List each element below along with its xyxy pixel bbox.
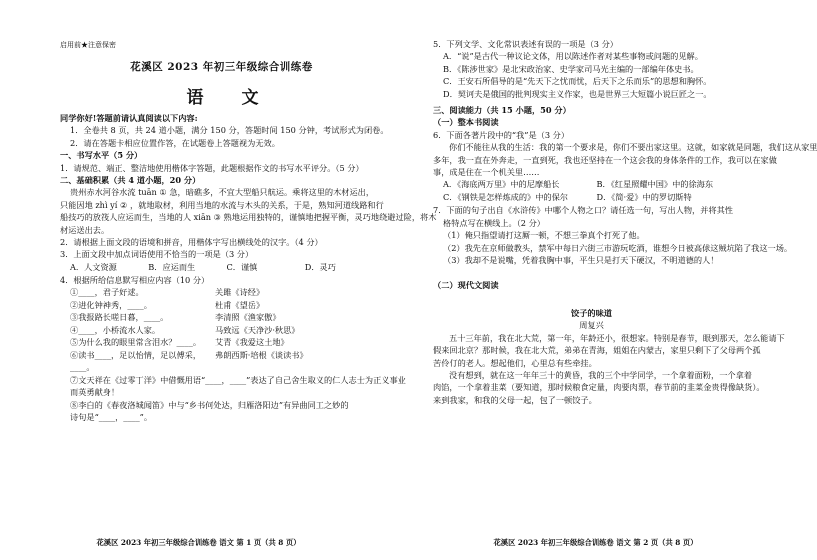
option-a: A．人文资源 [70, 261, 117, 272]
poem-source: 关雎《诗经》 [215, 287, 265, 298]
question-3: 3．上面文段中加点词语使用不恰当的一项是（3 分） [60, 249, 254, 260]
poem-8-line: ⑧李白的《春夜洛城闻笛》中与“乡书何处达，归雁洛阳边”有异曲同工之妙的 [70, 399, 349, 410]
passage-line: 材运送出去。 [60, 224, 110, 235]
quote-2: （2）我先在京师做教头，禁军中每日六街三市游玩吃酒，谁想今日被高俅这贼坑陷了我这一场。 [443, 242, 793, 253]
section-1-heading: 一、书写水平（5 分） [60, 150, 143, 161]
poem-source: 杜甫《望岳》 [215, 299, 265, 310]
poem-line: ⑥读书____，足以怡情，足以傅采，____。 [70, 349, 202, 373]
option-c: C．《钢铁是怎样炼成的》中的保尔 [443, 192, 568, 203]
essay-line: 假来回北京？那时候，我在北大荒，弟弟在青海，姐姐在内蒙古，家里只剩下了父母两个孤 [433, 345, 761, 356]
option-c: C．谨慎 [226, 261, 258, 272]
poem-item [60, 311, 383, 324]
poem-8-line: 诗句是“____，____”。 [70, 412, 153, 422]
essay-title: 饺子的味道 [571, 307, 612, 318]
option-b: B．《红星照耀中国》中的徐海东 [596, 179, 714, 190]
excerpt-line: 事，成是住在一个机关里…… [433, 167, 540, 178]
option-c: C．王安石所倡导的是“先天下之忧而忧，后天下之乐而乐”的思想和胸怀。 [443, 76, 712, 87]
subject-title: 语 文 [186, 88, 275, 108]
part-1-heading: （一）整本书阅读 [433, 117, 499, 128]
poem-source: 艾青《我爱这土地》 [215, 337, 289, 348]
excerpt-line: 多年，我一直在外奔走，一直到死，我也还坚持在一个这会我的身体条件的工作，我可以在家做 [433, 154, 777, 165]
essay-line: 肉馅，一个拿着韭菜（要知道，那时候粮食定量，肉要肉票，春节前的韭菜金贵得像缺货）。 [433, 382, 765, 393]
notice-2: 2．请在答题卡相应位置作答，在试题卷上答题视为无效。 [70, 137, 280, 148]
poem-line: ①____，君子好逑。 [70, 287, 144, 298]
part-2-heading: （二）现代文阅读 [433, 279, 499, 290]
question-4: 4．根据所给信息默写相应内容（10 分） [60, 274, 210, 285]
question-2: 2．请根据上面文段的语境和拼音，用楷体字写出横线处的汉字。（4 分） [60, 237, 323, 248]
poem-7-line: ⑦文天祥在《过零丁洋》中借慨用语“____，____”表达了自己舍生取义的仁人志士为正义事业 [70, 374, 406, 385]
question-6: 6．下面各著片段中的“我”是（3 分） [433, 129, 570, 140]
option-d: D．灵巧 [304, 261, 336, 272]
essay-line: 苦伶仃的老人。想起他们，心里总有些牵挂。 [433, 357, 597, 368]
passage-line: 只能因地 zhì yí ② ，就地取材，利用当地的水流与木头的关系，于是，熟知河道线路和行 [60, 199, 384, 210]
poem-source: 李清照《渔家傲》 [215, 312, 281, 323]
excerpt-line: 你们不能往从我的生活：我的第一个要求是，你们不要出家这里。这就，如家就是同题，我们这从家里 [449, 142, 817, 153]
option-d: D．《简·爱》中的罗切斯特 [596, 192, 692, 203]
passage-line: 贵州赤水河谷水流 tuān ① 急，暗礁多，不宜大型船只航运。乘将这里的木材运出， [70, 187, 375, 198]
poem-source: 马致远《天净沙·秋思》 [215, 324, 300, 335]
poem-item [60, 299, 383, 312]
option-b: B．《陈涉世家》是北宋政治家、史学家司马光主编的一部编年体史书。 [443, 63, 699, 74]
essay-author: 周复兴 [579, 320, 604, 331]
passage-line: 船技巧的放筏人应运而生，当地的人 xiān ③ 熟地运用独特的，谨慎地把握平衡，灵巧地绕避过险，将木 [60, 212, 437, 223]
poem-item [60, 336, 383, 349]
option-a: A．《海底两万里》中的尼摩船长 [443, 179, 560, 190]
section-3-heading: 三、阅读能力（共 15 小题，50 分） [433, 105, 571, 116]
essay-line: 来到我家，和我的父母一起，包了一顿饺子。 [433, 394, 597, 405]
option-d: D．契诃夫是俄国的批判现实主义作家，也是世界三大短篇小说巨匠之一。 [443, 88, 712, 99]
question-7: 7．下面的句子出自《水浒传》中哪个人物之口？请任选一句，写出人物，并将其性 [433, 205, 733, 216]
question-5: 5．下列文学、文化常识表述有误的一项是（3 分） [433, 39, 618, 49]
section-2-heading: 二、基础积累（共 4 道小题，20 分） [60, 175, 201, 186]
option-b: B．应运而生 [148, 261, 196, 272]
notice-1: 1．全卷共 8 页，共 24 道小题，满分 150 分，答题时间 150 分钟，考试形式为闭卷。 [70, 125, 389, 136]
poem-7-line: 而英勇献身！ [70, 387, 120, 398]
poem-line: ②进化钟神秀，____。 [70, 299, 152, 310]
poem-line: ③我报路长嗟日暮，____。 [70, 312, 169, 323]
page-2 [397, 0, 817, 560]
option-a: A．“说”是古代一种议论文体，用以陈述作者对某些事物或问题的见解。 [443, 51, 703, 62]
page-footer: 花溪区 2023 年初三年级综合训练卷 语文 第 1 页（共 8 页） [96, 538, 301, 547]
essay-line: 五十三年前，我在北大荒，第一年，年龄还小，很想家。特别是春节，眼到那天，怎么能请下 [449, 332, 785, 343]
poem-item [60, 349, 383, 374]
question-3-options [60, 261, 383, 274]
poem-item [60, 324, 383, 337]
essay-line: 没有想到，就在这一年年三十的黄昏，我的三个中学同学，一个拿着面粉，一个拿着 [449, 369, 752, 380]
confidential-label: 启用前★注意保密 [60, 41, 116, 49]
quote-3: （3）我却不是说嘴，凭着我胸中事，平生只是打天下硬汉，不明道德的人！ [443, 255, 719, 266]
notice-heading: 同学你好!答题前请认真阅读以下内容: [60, 113, 198, 123]
exam-title: 花溪区 2023 年初三年级综合训练卷 [130, 61, 313, 73]
poem-line: ④____，小桥流水人家。 [70, 324, 161, 335]
poem-item [60, 286, 383, 299]
poem-source: 弗朗西斯·培根《谈读书》 [215, 349, 308, 360]
question-7-cont: 格特点写在横线上。（2 分） [443, 217, 545, 228]
poem-line: ⑤为什么我的眼里常含泪水？____。 [70, 337, 202, 348]
page-footer: 花溪区 2023 年初三年级综合训练卷 语文 第 2 页（共 8 页） [493, 538, 698, 547]
quote-1: （1）俺只指望请打这厮一顿，不想三拳真个打死了他。 [443, 230, 645, 241]
question-6-options [433, 178, 750, 204]
question-1: 1．请规范、端正、整洁地使用楷体字答题，此题根据作文的书写水平评分。（5 分） [60, 162, 364, 173]
